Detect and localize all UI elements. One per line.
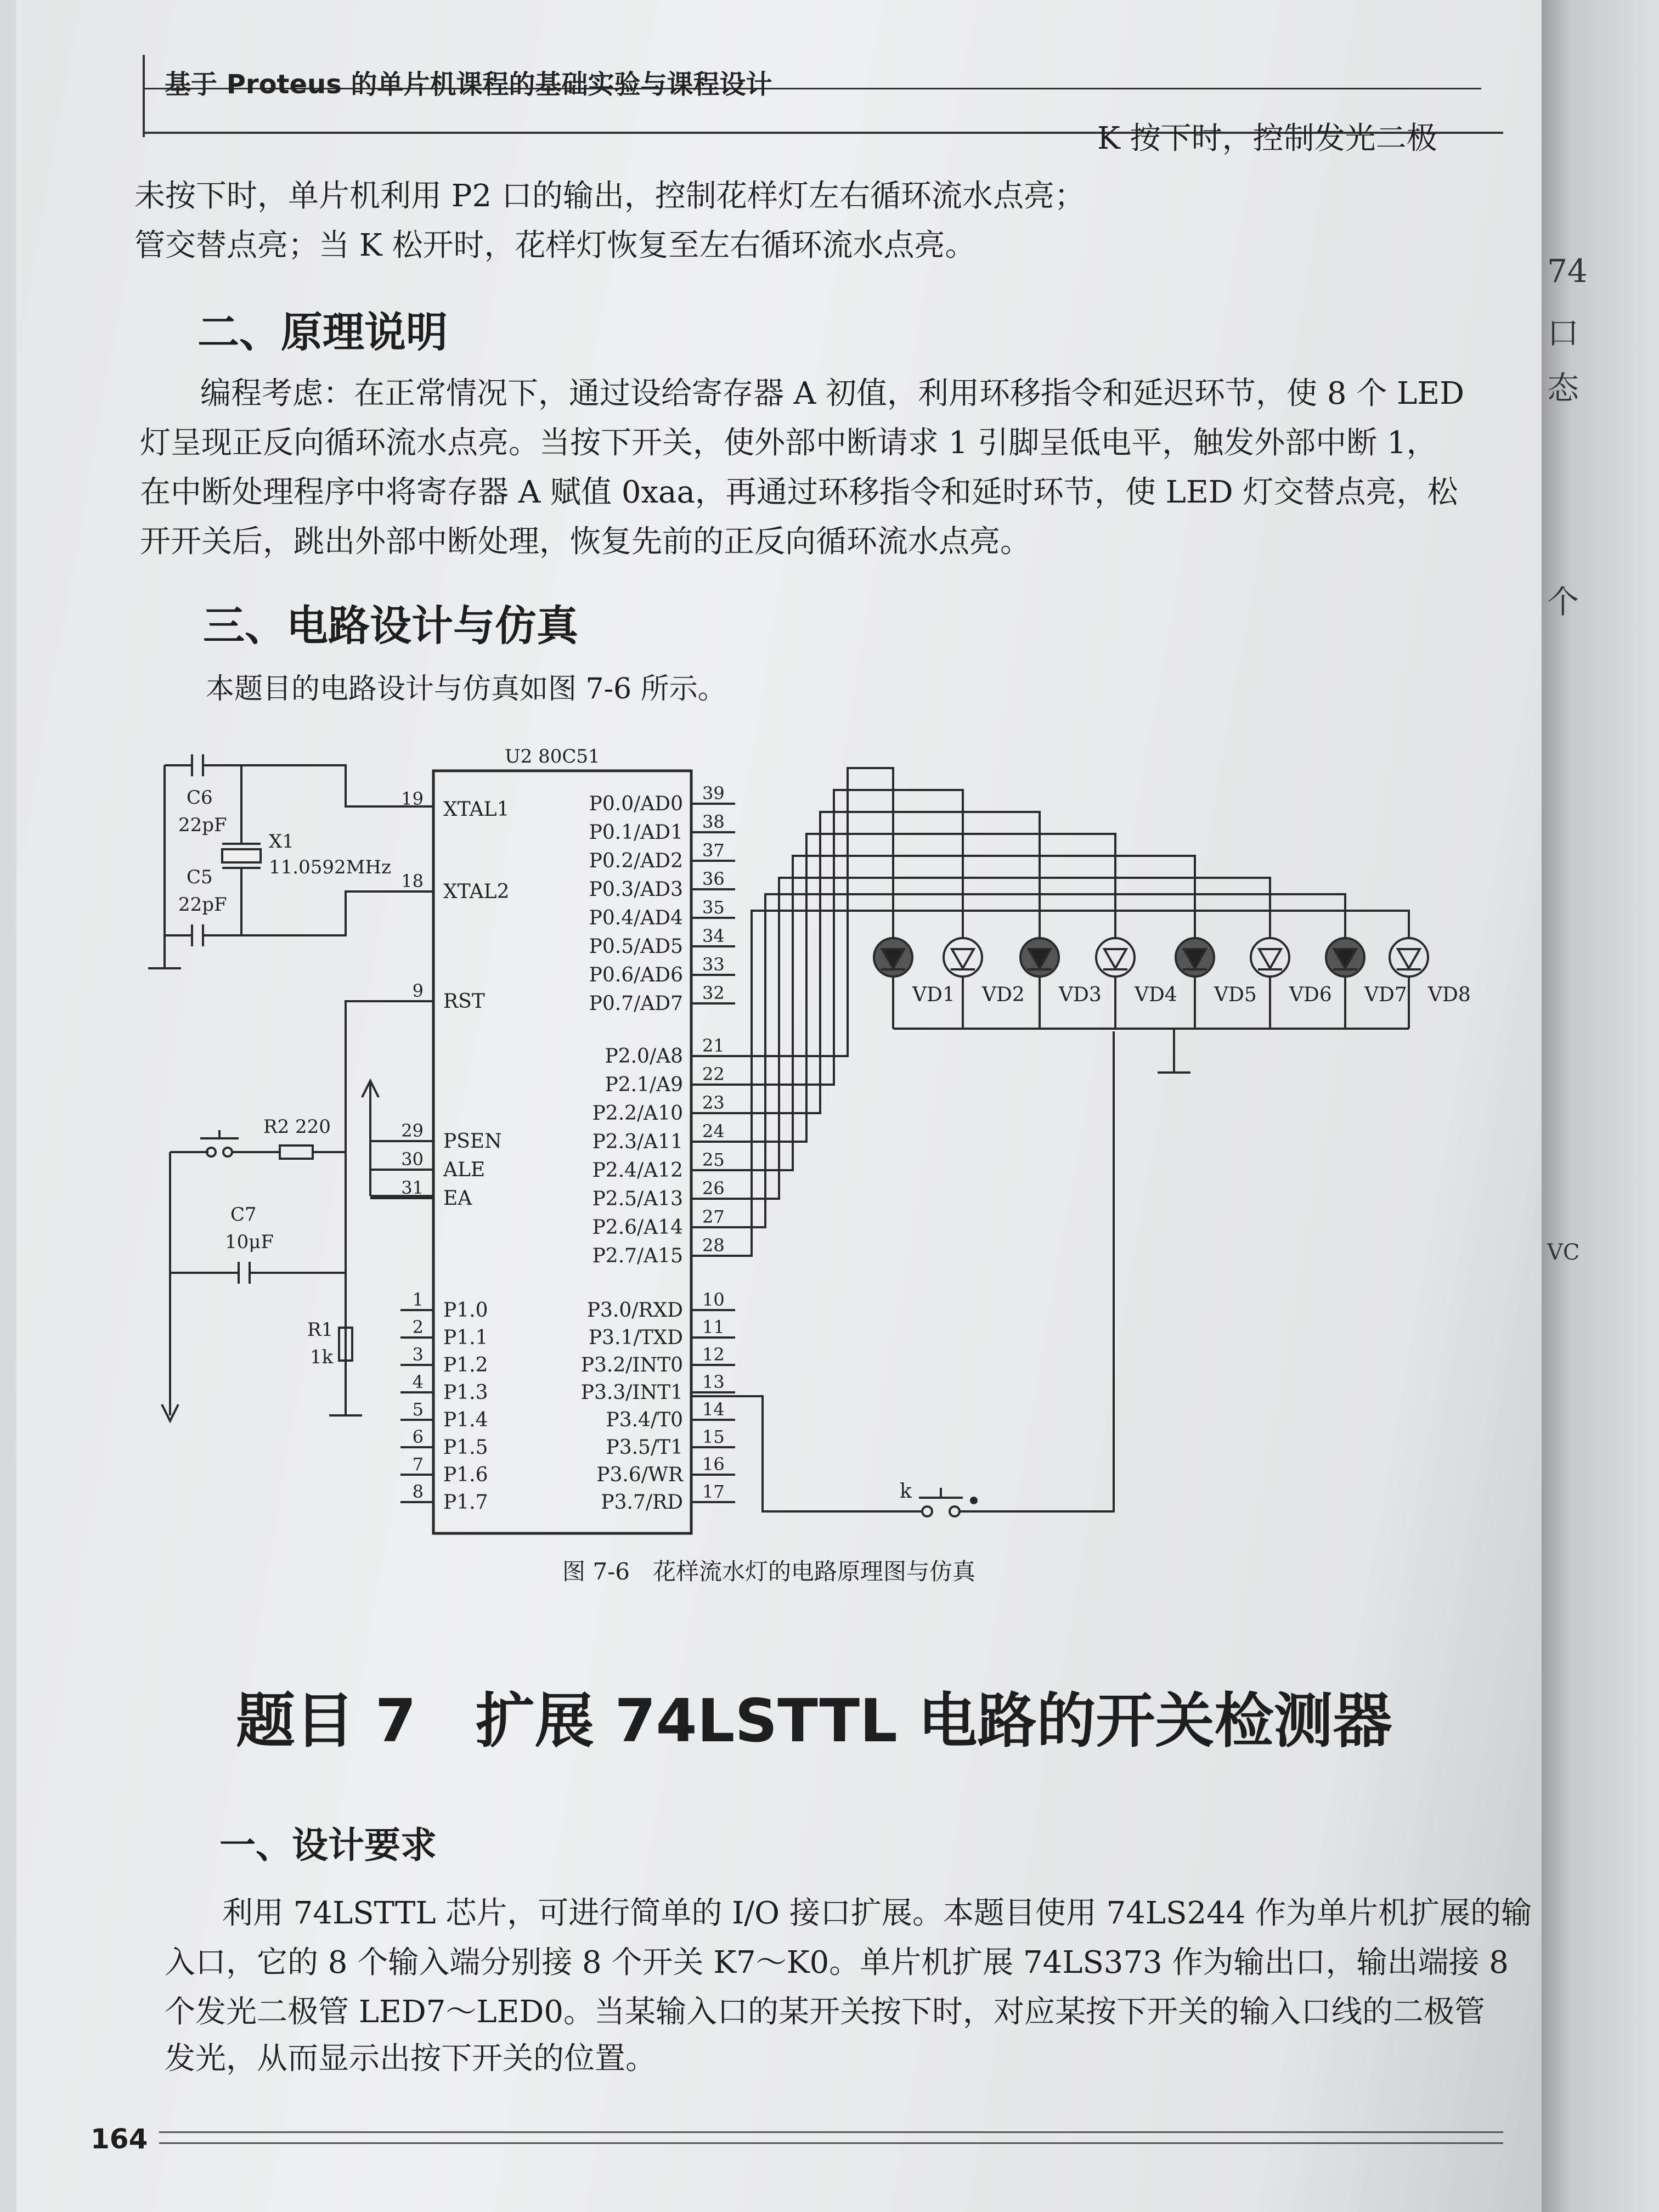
pin-number: 11: [702, 1317, 725, 1338]
led-label: VD8: [1428, 984, 1471, 1006]
sub-heading: 一、设计要求: [219, 1824, 437, 1866]
pin-number: 17: [702, 1481, 725, 1502]
pin-number: 35: [702, 897, 725, 918]
intro-line: 未按下时，单片机利用 P2 口的输出，控制花样灯左右循环流水点亮；: [134, 178, 1085, 214]
pin-number: 18: [401, 871, 424, 891]
reset-network: [162, 1001, 433, 1421]
pin-name: P3.2/INT0: [580, 1354, 683, 1376]
pin-number: 6: [412, 1426, 424, 1447]
pin-number: 36: [702, 868, 725, 889]
pin-number: 28: [702, 1235, 725, 1256]
led-label: VD3: [1059, 984, 1102, 1006]
led-label: VD7: [1364, 984, 1407, 1006]
switch-k-label: k: [900, 1480, 912, 1503]
pin-name: P1.5: [443, 1436, 488, 1459]
r1-label: R1: [307, 1319, 334, 1341]
pin-name: P3.5/T1: [606, 1436, 683, 1459]
pin-number: 24: [702, 1121, 725, 1142]
body-line: 利用 74LSTTL 芯片，可进行简单的 I/O 接口扩展。本题目使用 74LS244 作为单片机扩展的输: [222, 1895, 1532, 1931]
pin-number: 27: [702, 1206, 725, 1227]
pin-number: 16: [702, 1454, 725, 1475]
pin-number: 1: [412, 1289, 424, 1310]
x1-label: X1: [269, 831, 294, 853]
pin-name: P3.0/RXD: [586, 1299, 683, 1322]
body-line: 入口，它的 8 个输入端分别接 8 个开关 K7～K0。单片机扩展 74LS373 作为输出口，输出端接 8: [165, 1945, 1509, 1980]
pin-name: P2.7/A15: [592, 1245, 683, 1267]
switch-k: [691, 1031, 1114, 1516]
next-page-fragment: 个: [1547, 583, 1579, 620]
pin-number: 15: [702, 1426, 725, 1447]
page-number: 164: [91, 2123, 148, 2155]
pin-number: 3: [412, 1344, 424, 1365]
right-pins: [581, 783, 735, 1514]
pin-number: 2: [412, 1317, 424, 1338]
footer-rule: [159, 2142, 1503, 2144]
pin-number: 19: [401, 788, 424, 809]
pin-number: 38: [702, 811, 725, 832]
pin-number: 33: [702, 954, 725, 975]
pin-name: P0.0/AD0: [589, 793, 683, 815]
pin-name: P3.7/RD: [601, 1491, 683, 1514]
pin-name: P1.2: [443, 1354, 488, 1376]
pin-number: 26: [702, 1178, 725, 1199]
body-line: 个发光二极管 LED7～LED0。当某输入口的某开关按下时，对应某按下开关的输入口线的二极管: [165, 1994, 1485, 2030]
next-page-fragment: 态: [1547, 369, 1579, 407]
left-pins: [370, 788, 509, 1514]
pin-name: P1.1: [443, 1327, 488, 1349]
next-page-fragment: 74: [1547, 252, 1588, 290]
body-line: 发光，从而显示出按下开关的位置。: [165, 2041, 656, 2076]
pin-name: P1.0: [443, 1299, 488, 1322]
pin-name: P3.1/TXD: [588, 1327, 683, 1349]
pin-number: 9: [412, 980, 424, 1001]
led-vd4: [1096, 938, 1177, 1029]
body-line: 开开关后，跳出外部中断处理，恢复先前的正反向循环流水点亮。: [140, 524, 1031, 560]
r2-label: R2 220: [263, 1116, 331, 1138]
next-page-fragment: VC: [1547, 1240, 1580, 1265]
pin-name: P1.4: [443, 1409, 488, 1431]
pin-name: PSEN: [443, 1130, 502, 1153]
intro-line: K 按下时，控制发光二极: [1097, 121, 1437, 156]
topic-title: 题目 7 扩展 74LSTTL 电路的开关检测器: [236, 1687, 1392, 1756]
c6-label: C6: [187, 787, 213, 809]
pin-number: 37: [702, 840, 725, 861]
led-vd3: [1020, 938, 1102, 1029]
pin-number: 7: [412, 1454, 424, 1475]
led-vd2: [944, 938, 1025, 1029]
led-label: VD1: [912, 984, 955, 1006]
pin-number: 25: [702, 1149, 725, 1170]
x1-value: 11.0592MHz: [269, 856, 391, 878]
figure-caption: 图 7-6 花样流水灯的电路原理图与仿真: [562, 1558, 975, 1585]
pin-number: 30: [401, 1149, 424, 1170]
pin-name: RST: [443, 990, 485, 1013]
pin-number: 29: [401, 1120, 424, 1141]
c7-value: 10μF: [225, 1231, 274, 1253]
pin-name: XTAL2: [443, 881, 510, 903]
pin-name: P2.1/A9: [605, 1074, 683, 1096]
pin-number: 14: [702, 1399, 725, 1420]
pin-name: P1.7: [443, 1491, 488, 1514]
pin-name: P2.2/A10: [592, 1102, 683, 1125]
pin-name: P1.3: [443, 1381, 488, 1404]
pin-number: 13: [702, 1372, 725, 1392]
pin-name: EA: [443, 1187, 472, 1210]
pin-name: P0.3/AD3: [589, 878, 683, 901]
pin-number: 34: [702, 926, 725, 946]
pin-name: P0.6/AD6: [589, 964, 683, 986]
pin-name: P0.5/AD5: [589, 935, 683, 958]
next-page-fragment: 口: [1547, 314, 1579, 352]
c5-label: C5: [187, 866, 213, 888]
led-bus: [691, 768, 1409, 1256]
pin-number: 8: [412, 1481, 424, 1502]
chip-label: U2 80C51: [505, 746, 600, 768]
led-label: VD6: [1289, 984, 1332, 1006]
led-vd1: [874, 938, 955, 1029]
body-line: 灯呈现正反向循环流水点亮。当按下开关，使外部中断请求 1 引脚呈低电平，触发外部中断 1，: [140, 425, 1437, 461]
running-header: 基于 Proteus 的单片机课程的基础实验与课程设计: [165, 69, 772, 100]
pin-name: P2.6/A14: [592, 1216, 683, 1239]
body-line: 本题目的电路设计与仿真如图 7-6 所示。: [206, 673, 726, 706]
c6-value: 22pF: [178, 814, 227, 836]
pin-name: P1.6: [443, 1464, 488, 1486]
led-vd5: [1176, 938, 1257, 1029]
pin-name: XTAL1: [443, 798, 510, 821]
led-vd6: [1251, 938, 1332, 1029]
led-label: VD2: [982, 984, 1025, 1006]
pin-name: P2.3/A11: [592, 1131, 683, 1153]
r1-value: 1k: [310, 1346, 334, 1368]
pin-name: P2.4/A12: [592, 1159, 683, 1182]
section-heading: 三、电路设计与仿真: [203, 601, 578, 650]
pin-number: 4: [412, 1372, 424, 1392]
pin-name: P2.5/A13: [592, 1188, 683, 1210]
pin-number: 10: [702, 1289, 725, 1310]
pin-number: 23: [702, 1092, 725, 1113]
body-line: 编程考虑：在正常情况下，通过设给寄存器 A 初值，利用环移指令和延迟环节，使 8 个 LED: [200, 376, 1465, 411]
intro-line: 管交替点亮；当 K 松开时，花样灯恢复至左右循环流水点亮。: [134, 228, 976, 263]
pin-name: P3.6/WR: [596, 1464, 683, 1486]
footer-rule: [159, 2131, 1503, 2133]
c7-label: C7: [230, 1204, 257, 1226]
pin-name: P2.0/A8: [605, 1045, 683, 1068]
pin-name: P0.1/AD1: [589, 821, 683, 844]
pin-number: 39: [702, 783, 725, 804]
pin-number: 12: [702, 1344, 725, 1365]
led-label: VD5: [1214, 984, 1257, 1006]
pin-name: P0.7/AD7: [589, 992, 683, 1015]
c5-value: 22pF: [178, 894, 227, 916]
pin-name: P3.3/INT1: [580, 1381, 683, 1404]
pin-number: 32: [702, 983, 725, 1003]
pin-number: 31: [401, 1177, 424, 1198]
pin-name: P3.4/T0: [606, 1409, 683, 1431]
pin-number: 22: [702, 1064, 725, 1085]
led-array: [874, 938, 1471, 1029]
pin-name: ALE: [443, 1159, 486, 1181]
led-vd7: [1326, 938, 1407, 1029]
led-label: VD4: [1135, 984, 1177, 1006]
pin-number: 21: [702, 1035, 725, 1056]
body-line: 在中断处理程序中将寄存器 A 赋值 0xaa，再通过环移指令和延时环节，使 LED 灯交替点亮，松: [140, 475, 1458, 510]
section-heading: 二、原理说明: [198, 308, 448, 357]
pin-number: 5: [412, 1399, 424, 1420]
pin-name: P0.2/AD2: [589, 850, 683, 872]
pin-name: P0.4/AD4: [589, 907, 683, 929]
